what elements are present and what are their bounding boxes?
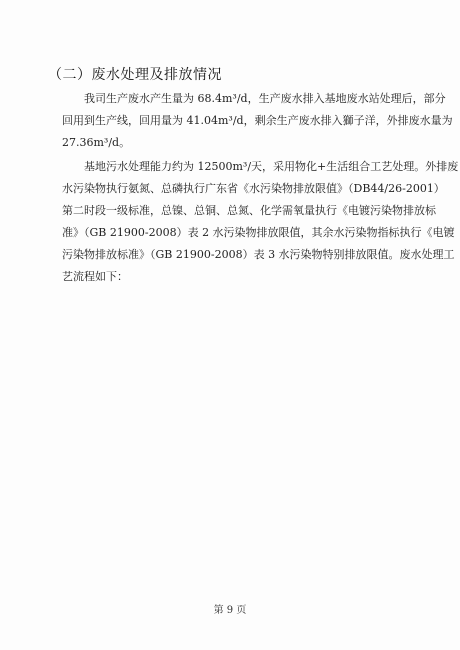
paragraph-wastewater-volume (62, 88, 453, 154)
paragraph-line: 污染物排放标准》（GB 21900-2008）表 3 水污染物特别排放限值。废水处理工 (62, 248, 455, 261)
paragraph-line: 第二时段一级标准，总镍、总铜、总氮、化学需氧量执行《电镀污染物排放标 (62, 204, 436, 217)
paragraph-line: 回用到生产线，回用量为 41.04m³/d，剩余生产废水排入獅子洋，外排废水量为 (62, 114, 453, 127)
paragraph-line: 艺流程如下： (62, 270, 128, 283)
paragraph-line: 我司生产废水产生量为 68.4m³/d，生产废水排入基地废水站处理后，部分 (84, 92, 446, 105)
paragraph-line: 基地污水处理能力约为 12500m³/天，采用物化+生活组合工艺处理。外排废 (84, 160, 459, 173)
section-heading: （二）废水处理及排放情况 (48, 67, 222, 83)
paragraph-treatment-standards (62, 156, 459, 288)
paragraph-line: 水污染物执行氨氮、总磷执行广东省《水污染物排放限值》（DB44/26-2001） (62, 182, 445, 195)
paragraph-line: 准》（GB 21900-2008）表 2 水污染物排放限值，其余水污染物指标执行《电镀 (62, 226, 455, 239)
page-number: 第 9 页 (213, 605, 247, 616)
paragraph-line: 27.36m³/d。 (62, 136, 131, 149)
